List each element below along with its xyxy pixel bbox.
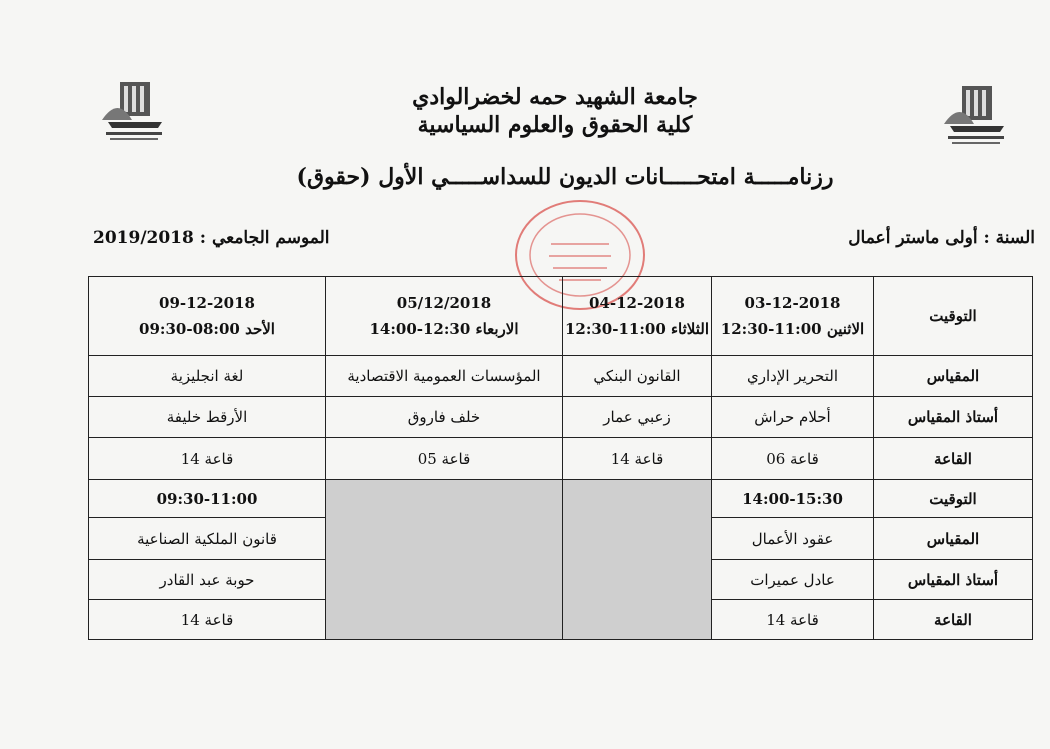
row-label-module: المقياس bbox=[874, 356, 1033, 397]
exam-time: الثلاثاء 11:00-12:30 bbox=[564, 320, 710, 338]
exam-professor: عادل عميرات bbox=[712, 560, 874, 600]
exam-hall: قاعة 06 bbox=[712, 438, 874, 480]
exam-time: 09:30-11:00 bbox=[89, 480, 326, 518]
exam-module: القانون البنكي bbox=[563, 356, 712, 397]
exam-professor: خلف فاروق bbox=[326, 397, 563, 438]
exam-module: عقود الأعمال bbox=[712, 518, 874, 560]
exam-hall: قاعة 14 bbox=[712, 600, 874, 640]
exam-professor: حوبة عبد القادر bbox=[89, 560, 326, 600]
row-label-time: التوقيت bbox=[874, 277, 1033, 356]
exam-cell-time bbox=[563, 277, 712, 356]
exam-time: الاربعاء 12:30-14:00 bbox=[369, 320, 519, 338]
season-label: الموسم الجامعي : 2019/2018 bbox=[93, 228, 330, 248]
exam-schedule-table bbox=[88, 276, 1033, 640]
exam-cell-time bbox=[89, 277, 326, 356]
row-label-hall: القاعة bbox=[874, 600, 1033, 640]
row-label-professor: أستاذ المقياس bbox=[874, 397, 1033, 438]
exam-time: الاثنين 11:00-12:30 bbox=[720, 320, 865, 338]
row-label-hall: القاعة bbox=[874, 438, 1033, 480]
exam-professor: أحلام حراش bbox=[712, 397, 874, 438]
exam-module: قانون الملكية الصناعية bbox=[89, 518, 326, 560]
exam-date: 05/12/2018 bbox=[396, 294, 492, 312]
exam-module: المؤسسات العمومية الاقتصادية bbox=[326, 356, 563, 397]
exam-cell-time bbox=[712, 277, 874, 356]
empty-cell bbox=[326, 480, 563, 640]
exam-date: 04-12-2018 bbox=[589, 294, 685, 312]
table-row bbox=[89, 397, 1033, 438]
row-label-professor: أستاذ المقياس bbox=[874, 560, 1033, 600]
row-label-module: المقياس bbox=[874, 518, 1033, 560]
exam-professor: الأرقط خليفة bbox=[89, 397, 326, 438]
exam-hall: قاعة 14 bbox=[89, 600, 326, 640]
exam-date: 03-12-2018 bbox=[744, 294, 841, 312]
exam-hall: قاعة 14 bbox=[89, 438, 326, 480]
table-row bbox=[89, 480, 1033, 518]
exam-time: الأحد 08:00-09:30 bbox=[139, 320, 275, 338]
exam-time: 14:00-15:30 bbox=[712, 480, 874, 518]
faculty-name: كلية الحقوق والعلوم السياسية bbox=[417, 112, 693, 138]
exam-module: التحرير الإداري bbox=[712, 356, 874, 397]
university-name: جامعة الشهيد حمه لخضرالوادي bbox=[412, 84, 698, 110]
schedule-title: رزنامـــــة امتحـــــانات الديون للسداســـــي الأول (حقوق) bbox=[296, 164, 834, 190]
exam-date: 09-12-2018 bbox=[159, 294, 255, 312]
level-label: السنة : أولى ماستر أعمال bbox=[848, 228, 1035, 248]
table-row bbox=[89, 438, 1033, 480]
exam-professor: زعبي عمار bbox=[563, 397, 712, 438]
exam-hall: قاعة 05 bbox=[326, 438, 563, 480]
exam-module: لغة انجليزية bbox=[89, 356, 326, 397]
row-label-time: التوقيت bbox=[874, 480, 1033, 518]
exam-cell-time bbox=[326, 277, 563, 356]
exam-hall: قاعة 14 bbox=[563, 438, 712, 480]
table-row bbox=[89, 277, 1033, 356]
table-row bbox=[89, 356, 1033, 397]
empty-cell bbox=[563, 480, 712, 640]
